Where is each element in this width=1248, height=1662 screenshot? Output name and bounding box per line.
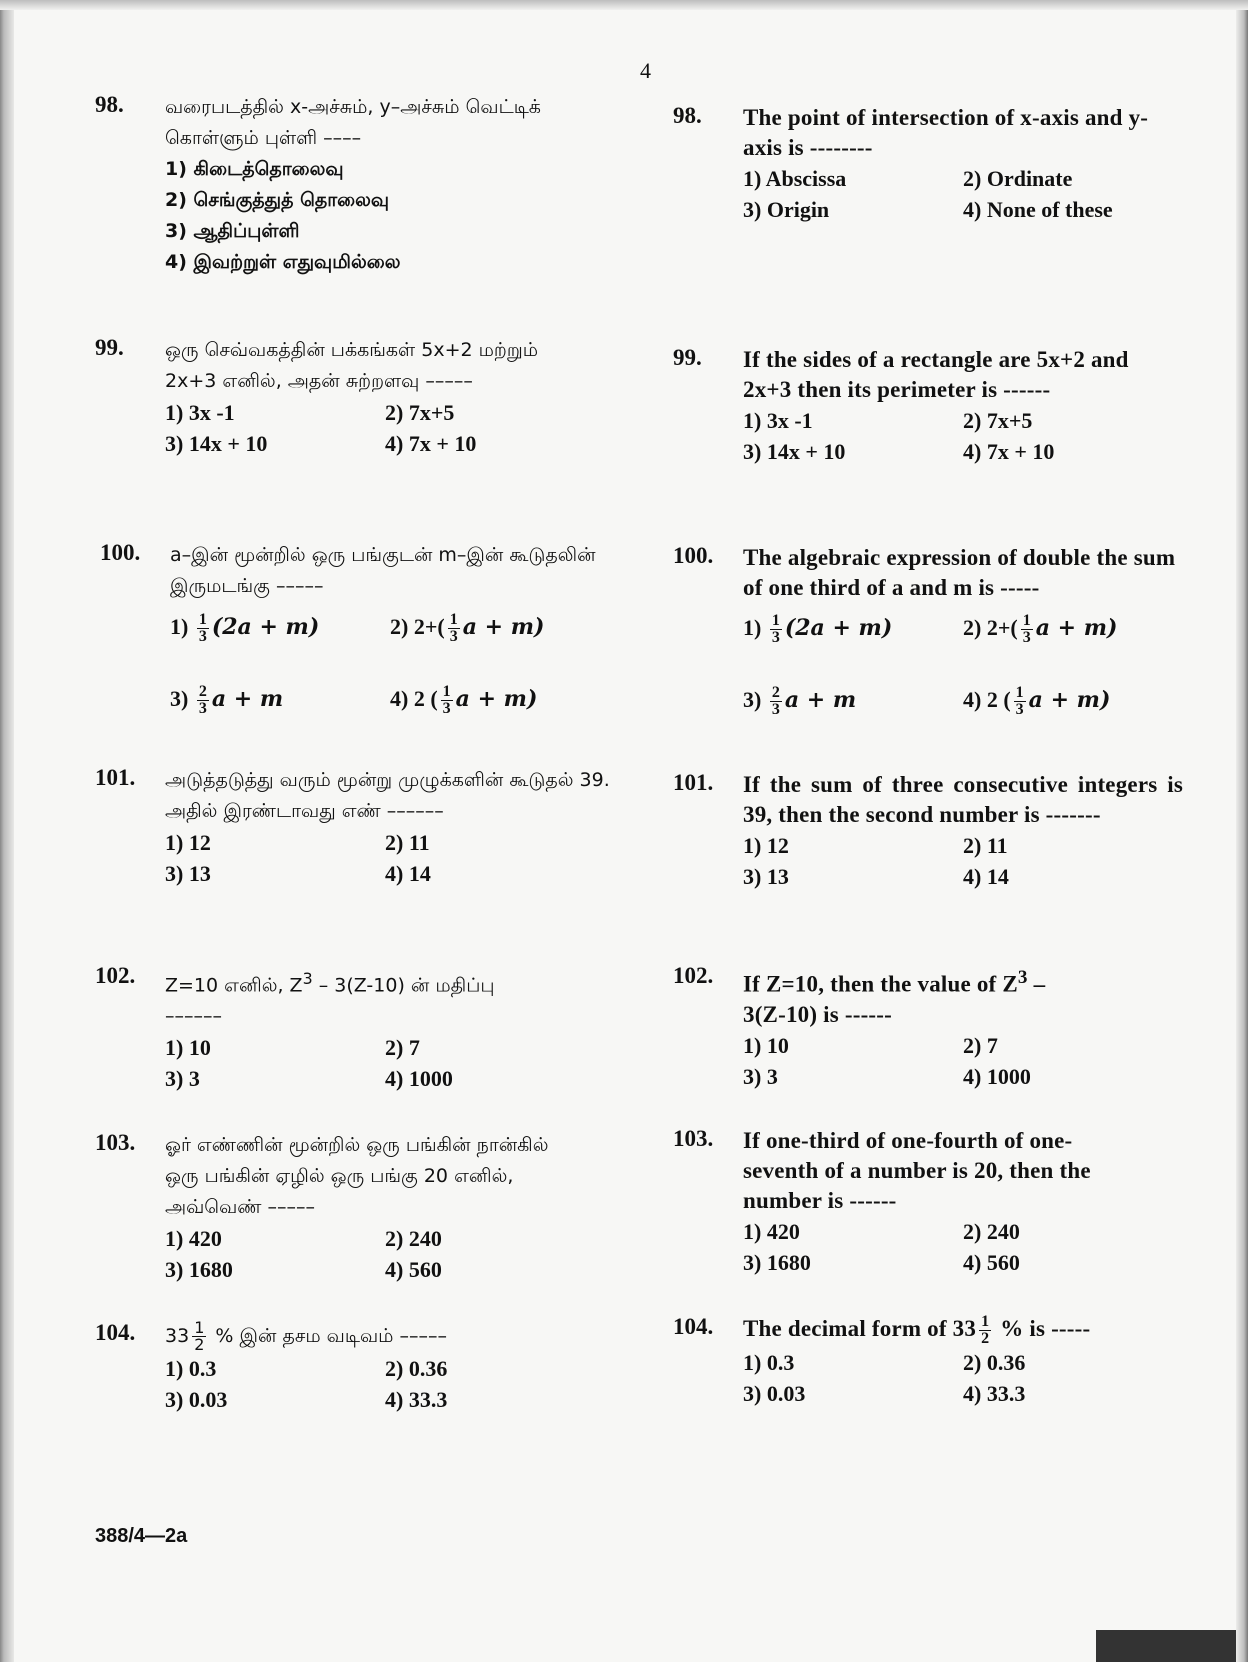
option-expression: a + m: [784, 687, 857, 713]
option-4: 4) 14: [385, 861, 431, 886]
question-number: 100.: [100, 540, 141, 565]
option-prefix: 3): [743, 687, 767, 712]
option-3: 3) 14x + 10: [743, 439, 846, 464]
fraction-denominator: 3: [198, 628, 207, 646]
options-grid: [165, 1223, 615, 1285]
option-3: 3) Origin: [743, 197, 830, 222]
option-1: 1) 420: [165, 1226, 222, 1251]
fraction-denominator: 3: [449, 628, 458, 646]
fraction-denominator: 3: [771, 701, 780, 719]
fraction: [448, 612, 460, 645]
question-101-english: [673, 770, 1193, 892]
option-2: 2) Ordinate: [963, 166, 1073, 191]
option-expression: a + m): [462, 614, 545, 640]
question-number: 104.: [95, 1320, 136, 1345]
option-1: 1) 3x -1: [743, 408, 813, 433]
options-grid: [743, 405, 1193, 467]
question-103-tamil: [95, 1130, 615, 1285]
option-4: 4) 560: [963, 1250, 1020, 1275]
option-2: 2) 240: [963, 1219, 1020, 1244]
option-4: 4) None of these: [963, 197, 1113, 222]
question-102-tamil: [95, 963, 615, 1094]
stem-text: – 3(Z-10) ன் மதிப்பு ––––––: [165, 974, 495, 1028]
options-grid: [743, 1347, 1193, 1409]
option-2: 2) 0.36: [963, 1350, 1026, 1376]
option-4: 4) 14: [963, 864, 1009, 889]
question-number: 99.: [673, 345, 702, 370]
question-stem: a–இன் மூன்றில் ஒரு பங்குடன் m–இன் கூடுதலின் இருமடங்கு –––––: [170, 544, 596, 597]
stem-text: The decimal form of 33: [743, 1316, 977, 1341]
scan-left-edge: [0, 0, 14, 1662]
option-prefix: 3): [170, 686, 194, 711]
options-grid: [165, 1032, 615, 1094]
option-1: 1) 10: [743, 1032, 789, 1058]
fraction-numerator: 1: [198, 611, 207, 629]
option-1: 1) 10: [165, 1035, 211, 1061]
question-stem: If the sum of three consecutive integers is 39, then the second number is -------: [743, 772, 1183, 827]
option-2: 2) 240: [385, 1226, 442, 1251]
option-4: 4) 1000: [963, 1063, 1031, 1089]
option-4: 4) 560: [385, 1257, 442, 1282]
option-2: 2) 11: [963, 833, 1008, 858]
option-prefix: 1): [170, 614, 194, 639]
question-number: 103.: [673, 1126, 714, 1151]
option-1: 1) 12: [165, 830, 211, 855]
question-stem: ஒரு செவ்வகத்தின் பக்கங்கள் 5x+2 மற்றும் 2x+3 எனில், அதன் சுற்றளவு –––––: [165, 339, 539, 392]
fraction-numerator: 1: [1015, 684, 1024, 702]
option-4: 4) 7x + 10: [385, 431, 477, 456]
question-stem: [743, 1314, 1183, 1347]
option-2: [963, 603, 1183, 653]
question-99-tamil: [95, 335, 615, 459]
option-1: 1) 3x -1: [165, 400, 235, 425]
option-2: 2) 7x+5: [963, 408, 1033, 433]
fraction-numerator: 1: [771, 612, 780, 630]
question-102-english: [673, 963, 1193, 1092]
scan-streak: [1096, 1630, 1236, 1662]
option-1: [170, 602, 390, 652]
question-number: 100.: [673, 543, 714, 568]
option-1: 1) Abscissa: [743, 166, 847, 191]
fraction-denominator: 3: [1022, 629, 1031, 647]
stem-text: % இன் தசம வடிவம் –––––: [209, 1325, 447, 1347]
fraction-numerator: 1: [1022, 612, 1031, 630]
option-4: 4) 1000: [385, 1066, 453, 1092]
option-4: 4) இவற்றுள் எதுவுமில்லை: [165, 251, 401, 273]
option-2: 2) 11: [385, 830, 430, 855]
option-3: [743, 675, 963, 725]
fraction-denominator: 2: [194, 1335, 205, 1354]
option-2: 2) 7: [385, 1035, 420, 1061]
option-4: 4) 33.3: [963, 1381, 1026, 1407]
option-expression: a + m: [211, 686, 284, 712]
exponent: 3: [1017, 967, 1028, 988]
question-stem: அடுத்தடுத்து வரும் மூன்று முழுக்களின் கூடுதல் 39. அதில் இரண்டாவது எண் ––––––: [165, 769, 610, 822]
options-grid: [165, 1353, 615, 1415]
question-stem: [165, 963, 545, 1032]
question-number: 98.: [673, 103, 702, 128]
question-stem: வரைபடத்தில் x-அச்சும், y–அச்சும் வெட்டிக் கொள்ளும் புள்ளி ––––: [165, 96, 541, 149]
option-prefix: 1): [743, 615, 767, 640]
fraction: [441, 684, 453, 717]
question-stem: The algebraic expression of double the sum of one third of a and m is -----: [743, 545, 1176, 600]
option-2: [390, 602, 610, 652]
fraction: [197, 612, 209, 645]
option-4: [390, 674, 610, 724]
option-3: 3) 14x + 10: [165, 431, 268, 456]
option-prefix: 2) 2+(: [963, 615, 1018, 640]
question-100-tamil: [100, 540, 620, 724]
fraction: [1021, 613, 1033, 646]
option-3: 3) ஆதிப்புள்ளி: [165, 220, 300, 242]
option-1: 1) 0.3: [165, 1356, 217, 1381]
option-1: 1) கிடைத்தொலைவு: [165, 158, 344, 180]
fraction-numerator: 2: [198, 683, 207, 701]
fraction-denominator: 3: [442, 700, 451, 718]
fraction-numerator: 1: [449, 611, 458, 629]
question-number: 104.: [673, 1314, 714, 1339]
options-grid: [743, 163, 1193, 225]
option-3: 3) 1680: [165, 1257, 233, 1282]
option-1: 1) 12: [743, 833, 789, 858]
question-104-english: [673, 1314, 1193, 1409]
question-number: 102.: [673, 963, 714, 988]
question-stem: If the sides of a rectangle are 5x+2 and 2x+3 then its perimeter is ------: [743, 347, 1129, 402]
options-list: [165, 154, 615, 278]
options-grid: [743, 1030, 1193, 1092]
fraction: [770, 685, 782, 718]
option-3: [170, 674, 390, 724]
options-grid: [165, 827, 615, 889]
option-expression: (2a + m): [784, 615, 893, 641]
option-4: 4) 7x + 10: [963, 439, 1055, 464]
fraction: [979, 1314, 991, 1347]
option-3: 3) 13: [165, 861, 211, 886]
page-number: 4: [640, 58, 651, 83]
option-2: 2) 7: [963, 1032, 998, 1058]
question-98-tamil: [95, 92, 615, 278]
question-100-english: [673, 543, 1193, 725]
fraction-denominator: 2: [981, 1330, 990, 1348]
question-stem: [165, 1320, 585, 1353]
question-stem: The point of intersection of x-axis and y-axis is --------: [743, 105, 1149, 160]
question-99-english: [673, 345, 1193, 467]
fraction-denominator: 3: [198, 700, 207, 718]
option-2: 2) 7x+5: [385, 400, 455, 425]
fraction-numerator: 2: [771, 684, 780, 702]
option-2: 2) 0.36: [385, 1356, 448, 1381]
option-3: 3) 3: [743, 1063, 778, 1089]
option-1: 1) 0.3: [743, 1350, 795, 1376]
stem-text: Z=10 எனில், Z: [165, 974, 303, 997]
option-3: 3) 1680: [743, 1250, 811, 1275]
options-grid: [743, 830, 1193, 892]
option-1: [743, 603, 963, 653]
question-number: 99.: [95, 335, 124, 360]
question-stem: [743, 963, 1093, 1030]
scan-top-edge: [0, 0, 1248, 10]
question-number: 101.: [95, 765, 136, 790]
option-expression: a + m): [1035, 615, 1118, 641]
question-number: 101.: [673, 770, 714, 795]
option-4: 4) 33.3: [385, 1387, 448, 1412]
option-prefix: 4) 2 (: [390, 686, 438, 711]
stem-text: – 3(Z-10) is ------: [743, 971, 1046, 1027]
question-number: 102.: [95, 963, 136, 988]
question-101-tamil: [95, 765, 615, 889]
stem-text: 33: [165, 1325, 190, 1347]
fraction-denominator: 3: [1015, 701, 1024, 719]
fraction-numerator: 1: [442, 683, 451, 701]
fraction: [192, 1320, 206, 1353]
option-2: 2) செங்குத்துத் தொலைவு: [165, 189, 390, 211]
options-grid: [743, 603, 1193, 725]
question-stem: If one-third of one-fourth of one-seventh of a number is 20, then the number is ------: [743, 1128, 1091, 1213]
fraction: [197, 684, 209, 717]
fraction: [1014, 685, 1026, 718]
option-expression: a + m): [1028, 687, 1111, 713]
question-number: 103.: [95, 1130, 136, 1155]
option-3: 3) 0.03: [165, 1387, 228, 1412]
options-grid: [165, 397, 615, 459]
option-1: 1) 420: [743, 1219, 800, 1244]
exponent: 3: [302, 969, 313, 988]
question-98-english: [673, 103, 1193, 225]
option-expression: a + m): [455, 686, 538, 712]
fraction-numerator: 1: [194, 1318, 205, 1337]
question-103-english: [673, 1126, 1193, 1278]
fraction-numerator: 1: [981, 1313, 990, 1331]
stem-text: If Z=10, then the value of Z: [743, 971, 1018, 997]
fraction-denominator: 3: [771, 629, 780, 647]
option-prefix: 2) 2+(: [390, 614, 445, 639]
option-4: [963, 675, 1183, 725]
option-prefix: 4) 2 (: [963, 687, 1011, 712]
stem-text: % is -----: [994, 1316, 1091, 1341]
question-number: 98.: [95, 92, 124, 117]
footer-code: 388/4—2a: [95, 1525, 188, 1547]
fraction: [770, 613, 782, 646]
option-3: 3) 0.03: [743, 1381, 806, 1407]
option-expression: (2a + m): [211, 614, 320, 640]
question-104-tamil: [95, 1320, 615, 1415]
options-grid: [743, 1216, 1193, 1278]
option-3: 3) 13: [743, 864, 789, 889]
option-3: 3) 3: [165, 1066, 200, 1092]
options-grid: [170, 602, 620, 724]
question-stem: ஓர் எண்ணின் மூன்றில் ஒரு பங்கின் நான்கில் ஒரு பங்கின் ஏழில் ஒரு பங்கு 20 எனில், அவ்வெண் –––––: [165, 1134, 549, 1218]
scan-right-edge: [1236, 0, 1248, 1662]
